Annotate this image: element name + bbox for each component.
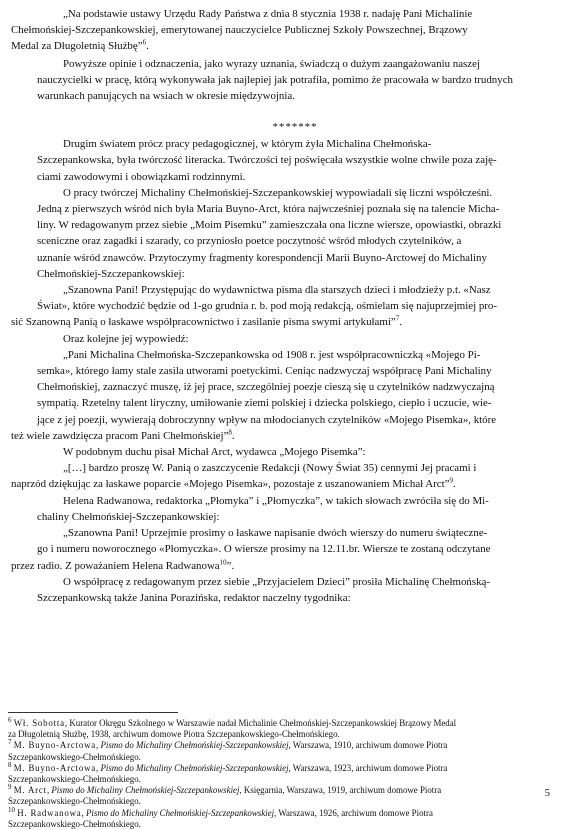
- text-line: „Pani Michalina Chełmońska-Szczepankowska od 1908 r. jest współpracowniczką «Mojego Pi-: [63, 348, 481, 361]
- text-line: go i numeru noworocznego «Płomyczka». O wiersze prosimy na 12.11.br. Wiersze te zostaną odczytane: [37, 543, 491, 556]
- text-line: O pracy twórczej Michaliny Chełmońskiej-Szczepankowskiej wypowiadali się liczni współcześni.: [63, 186, 493, 199]
- footnote-author: H. Radwanowa: [17, 807, 82, 818]
- paragraph-arct-intro: [37, 444, 553, 460]
- text-line: sceniczne oraz zagadki i szarady, co przyniosło poetce poczytność wśród młodych czytelników, a: [37, 235, 462, 248]
- footnote-text: , Księgarnia, Warszawa, 1919, archiwum domowe Piotra: [239, 785, 442, 796]
- footnote-author: Wł. Sobotta: [13, 718, 65, 728]
- text-line: Oraz kolejne jej wypowiedź:: [63, 332, 189, 345]
- text-line: „Na podstawie ustawy Urzędu Rady Państwa z dnia 8 stycznia 1938 r. nadaję Pani Michalinie: [63, 8, 473, 20]
- footnotes: [8, 718, 553, 830]
- text-line: nauczycielki w pracę, którą wykonywała jak najlepiej jak potrafiła, pomimo że pracowała w bardzo trudnych: [37, 73, 513, 86]
- footnote-number: 7: [8, 738, 12, 747]
- text-line: ciami zawodowymi i obowiązkami rodzinnymi.: [37, 170, 246, 183]
- text-line: naprzód dziękując za łaskawe poparcie «Mojego Pisemka», pozostaje z uszanowaniem Michał Arct”: [11, 478, 450, 491]
- text-line: Świat», które wychodzić będzie od 1-go grudnia r. b. pod moją redakcją, ośmielam się najuprzejmiej pro-: [37, 300, 497, 313]
- paragraph-medal-quote: „Na podstawie ustawy Urzędu Rady Państwa z dnia 8 stycznia 1938 r. nadaję Pani Michalinie Chełmońskiej-Szczepankowskiej, emerytowanej nauczycielce Publicznej Szkoły Powszechnej, Brązowy Medal za Długoletnią Służbę”$^6$.: [37, 6, 553, 55]
- footnote-9: $^9$ M. Arct, Pismo do Michaliny Chełmońskiej-Szczepankowskiej, Księgarnia, Warszawa, 1919, archiwum domowe Piotra Szczepankowskiego-Chełmońskiego.: [8, 783, 442, 807]
- text-line: Chełmońskiej-Szczepankowskiej:: [37, 267, 185, 280]
- text-line: „Szanowna Pani! Uprzejmie prosimy o łaskawe napisanie dwóch wierszy do numeru świąteczne-: [63, 527, 488, 540]
- footnote-author: M. Buyno-Arctowa: [13, 762, 97, 773]
- text-line: uznanie wśród znawców. Przytoczymy fragmenty korespondencji Marii Buyno-Arctowej do Michaliny: [37, 251, 487, 264]
- footnote-ref[interactable]: 8: [228, 428, 232, 437]
- text-line: liny. W redagowanym przez siebie „Moim Pisemku” zamieszczała ona liczne wiersze, opowiastki, obrazki: [37, 219, 502, 232]
- footnote-10: $^{10}$ H. Radwanowa, Pismo do Michaliny Chełmońskiej-Szczepankowskiej, Warszawa, 1926, archiwum domowe Piotra Szczepankowskiego-Chełmońskiego.: [8, 805, 433, 829]
- footnote-6: [8, 718, 553, 740]
- text-line: O współpracę z redagowanym przez siebie „Przyjacielem Dzieci” prosiła Michalinę Chełmońską-: [63, 575, 490, 588]
- quote-buyno-arct-2: „Pani Michalina Chełmońska-Szczepankowska od 1908 r. jest współpracowniczką «Mojego Pi- semka», którego łamy stale zasila utworami poetyckimi. Ceniąc nadzwyczaj współpracę Pani Michaliny Chełmońskiej, zaznaczyć muszę, iż jej prace, szczególniej poezje cieszą się u czytelników nadzwyczajną sympatią. Rzetelny talent liryczny, umiłowanie ziemi polskiej i dziecka polskiego, ciepło i uczucie, wie- jące z jej poezji, wywierają dobroczynny wpływ na młodocianych czytelników «Mojego Pisemka», które też wiele zawdzięcza pracom Pani Chełmońskiej”$^8$.: [37, 347, 553, 444]
- footnote-7: $^7$ M. Buyno-Arctowa, Pismo do Michaliny Chełmońskiej-Szczepankowskiej, Warszawa, 1910, archiwum domowe Piotra Szczepankowskiego-Chełmońskiego.: [8, 738, 448, 762]
- footnote-title: Pismo do Michaliny Chełmońskiej-Szczepankowskiej: [85, 807, 275, 818]
- footnote-separator: [8, 712, 178, 713]
- text-line: sympatią. Rzetelny talent liryczny, umiłowanie ziemi polskiej i dziecka polskiego, ciepło i uczucie, wie-: [37, 397, 492, 410]
- text-line: też wiele zawdzięcza pracom Pani Chełmońskiej”: [11, 429, 229, 442]
- paragraph-radwanowa-intro: [37, 493, 553, 525]
- quote-close: ”.: [226, 559, 235, 572]
- text-line: Szczepankowska, była twórczość literacka. Twórczości tej poświęcała wszystkie wolne chwile poza zaję-: [37, 154, 497, 167]
- footnote-text: , Warszawa, 1926, archiwum domowe Piotra: [274, 807, 433, 818]
- footnote-number: 9: [8, 783, 12, 792]
- text-line: Medal za Długoletnią Służbę”: [11, 40, 143, 53]
- footnote-number: 10: [8, 805, 15, 814]
- footnote-text: za Długoletnią Służbę, 1938, archiwum domowe Piotra Szczepankowskiego-Chełmońskiego.: [8, 729, 340, 740]
- text-line: jące z jej poezji, wywierają dobroczynny wpływ na młodocianych czytelników «Mojego Pisemka», które: [37, 413, 497, 426]
- footnote-text: , Kurator Okręgu Szkolnego w Warszawie nadał Michalinie Chełmońskiej-Szczepankowskiej Brązowy Medal: [64, 718, 457, 728]
- document-body: [11, 6, 553, 606]
- text-line: warunkach panujących na wsiach w okresie międzywojnia.: [37, 90, 295, 103]
- footnote-title: Pismo do Michaliny Chełmońskiej-Szczepankowskiej: [100, 740, 289, 751]
- paragraph-opinions: [37, 56, 553, 105]
- footnote-text: Szczepankowskiego-Chełmońskiego.: [8, 796, 141, 807]
- text-line: „[…] bardzo proszę W. Panią o zaszczycenie Redakcji (Nowy Świat 35) cennymi Jej pracami i: [63, 462, 477, 475]
- text-line: semka», którego łamy stale zasila utworami poetyckimi. Ceniąc nadzwyczaj współpracę Pani Michaliny: [37, 365, 492, 378]
- text-line: Helena Radwanowa, redaktorka „Płomyka” i „Płomyczka”, w takich słowach zwróciła się do Mi-: [63, 494, 489, 507]
- text-line: Drugim światem prócz pracy pedagogicznej, w którym żyła Michalina Chełmońska-: [63, 138, 432, 151]
- footnote-text: , Warszawa, 1910, archiwum domowe Piotra: [288, 740, 448, 751]
- footnote-text: , Warszawa, 1923, archiwum domowe Piotra: [288, 762, 448, 773]
- text-line: Jedną z pierwszych wśród nich była Maria Buyno-Arct, która najwcześniej poznała się na talencie Micha-: [37, 203, 500, 216]
- text-line: przez radio. Z poważaniem Helena Radwanowa: [11, 559, 220, 572]
- footnote-text: Szczepankowskiego-Chełmońskiego.: [8, 818, 141, 829]
- footnote-text: Szczepankowskiego-Chełmońskiego.: [8, 774, 141, 785]
- footnote-text: Szczepankowskiego-Chełmońskiego.: [8, 751, 141, 762]
- footnote-ref[interactable]: 9: [449, 476, 453, 485]
- footnote-title: Pismo do Michaliny Chełmońskiej-Szczepankowskiej: [51, 785, 240, 796]
- section-divider: *******: [272, 121, 318, 134]
- text-line: Powyższe opinie i odznaczenia, jako wyrazy uznania, świadczą o dużym zaangażowaniu naszej: [63, 57, 480, 70]
- quote-buyno-arct-1: „Szanowna Pani! Przystępując do wydawnictwa pisma dla starszych dzieci i młodzieży p.t. «Nasz Świat», które wychodzić będzie od 1-go grudnia r. b. pod moją redakcją, ośmielam się najuprzejmiej pro- sić Szanowną Panią o łaskawe współpracownictwo i zasilanie pisma swymi artykułami”$^7$.: [37, 282, 553, 331]
- footnote-author: M. Arct: [13, 785, 47, 796]
- quote-radwanowa: [11, 525, 553, 574]
- footnote-ref[interactable]: 6: [142, 38, 147, 47]
- paragraph-next-statement: [37, 331, 553, 347]
- footnote-number: 6: [8, 716, 12, 725]
- paragraph-porazinska: [37, 574, 553, 606]
- text-line: Szczepankowską także Janina Porazińska, redaktor naczelny tygodnika:: [37, 591, 351, 604]
- footnote-number: 8: [8, 760, 12, 769]
- text-line: Chełmońskiej-Szczepankowskiej, emerytowanej nauczycielce Publicznej Szkoły Powszechnej, Brązowy: [11, 24, 468, 37]
- text-line: sić Szanowną Panią o łaskawe współpracownictwo i zasilanie pisma swymi artykułami”: [11, 316, 396, 329]
- footnote-author: M. Buyno-Arctowa: [13, 740, 97, 751]
- text-line: W podobnym duchu pisał Michał Arct, wydawca „Mojego Pisemka”:: [63, 446, 366, 459]
- quote-arct: „[…] bardzo proszę W. Panią o zaszczycenie Redakcji (Nowy Świat 35) cennymi Jej pracami i naprzód dziękując za łaskawe poparcie «Mojego Pisemka», pozostaje z uszanowaniem Michał Arct”$^9$.: [37, 460, 553, 492]
- footnote-ref[interactable]: 7: [395, 314, 400, 323]
- text-line: Chełmońskiej, zaznaczyć muszę, iż jej prace, szczególniej poezje cieszą się u czytelników nadzwyczajną: [37, 381, 495, 394]
- footnote-8: $^8$ M. Buyno-Arctowa, Pismo do Michaliny Chełmońskiej-Szczepankowskiej, Warszawa, 1923, archiwum domowe Piotra Szczepankowskiego-Chełmońskiego.: [8, 760, 448, 785]
- text-line: chaliny Chełmońskiej-Szczepankowskiej:: [37, 510, 220, 523]
- paragraph-contemporaries: [37, 185, 553, 282]
- page-number: 5: [544, 788, 550, 799]
- paragraph-literary-work: [37, 136, 553, 185]
- text-line: „Szanowna Pani! Przystępując do wydawnictwa pisma dla starszych dzieci i młodzieży p.t. «Nasz: [63, 284, 491, 297]
- footnote-ref[interactable]: 10: [219, 557, 227, 566]
- footnote-title: Pismo do Michaliny Chełmońskiej-Szczepankowskiej: [100, 762, 289, 773]
